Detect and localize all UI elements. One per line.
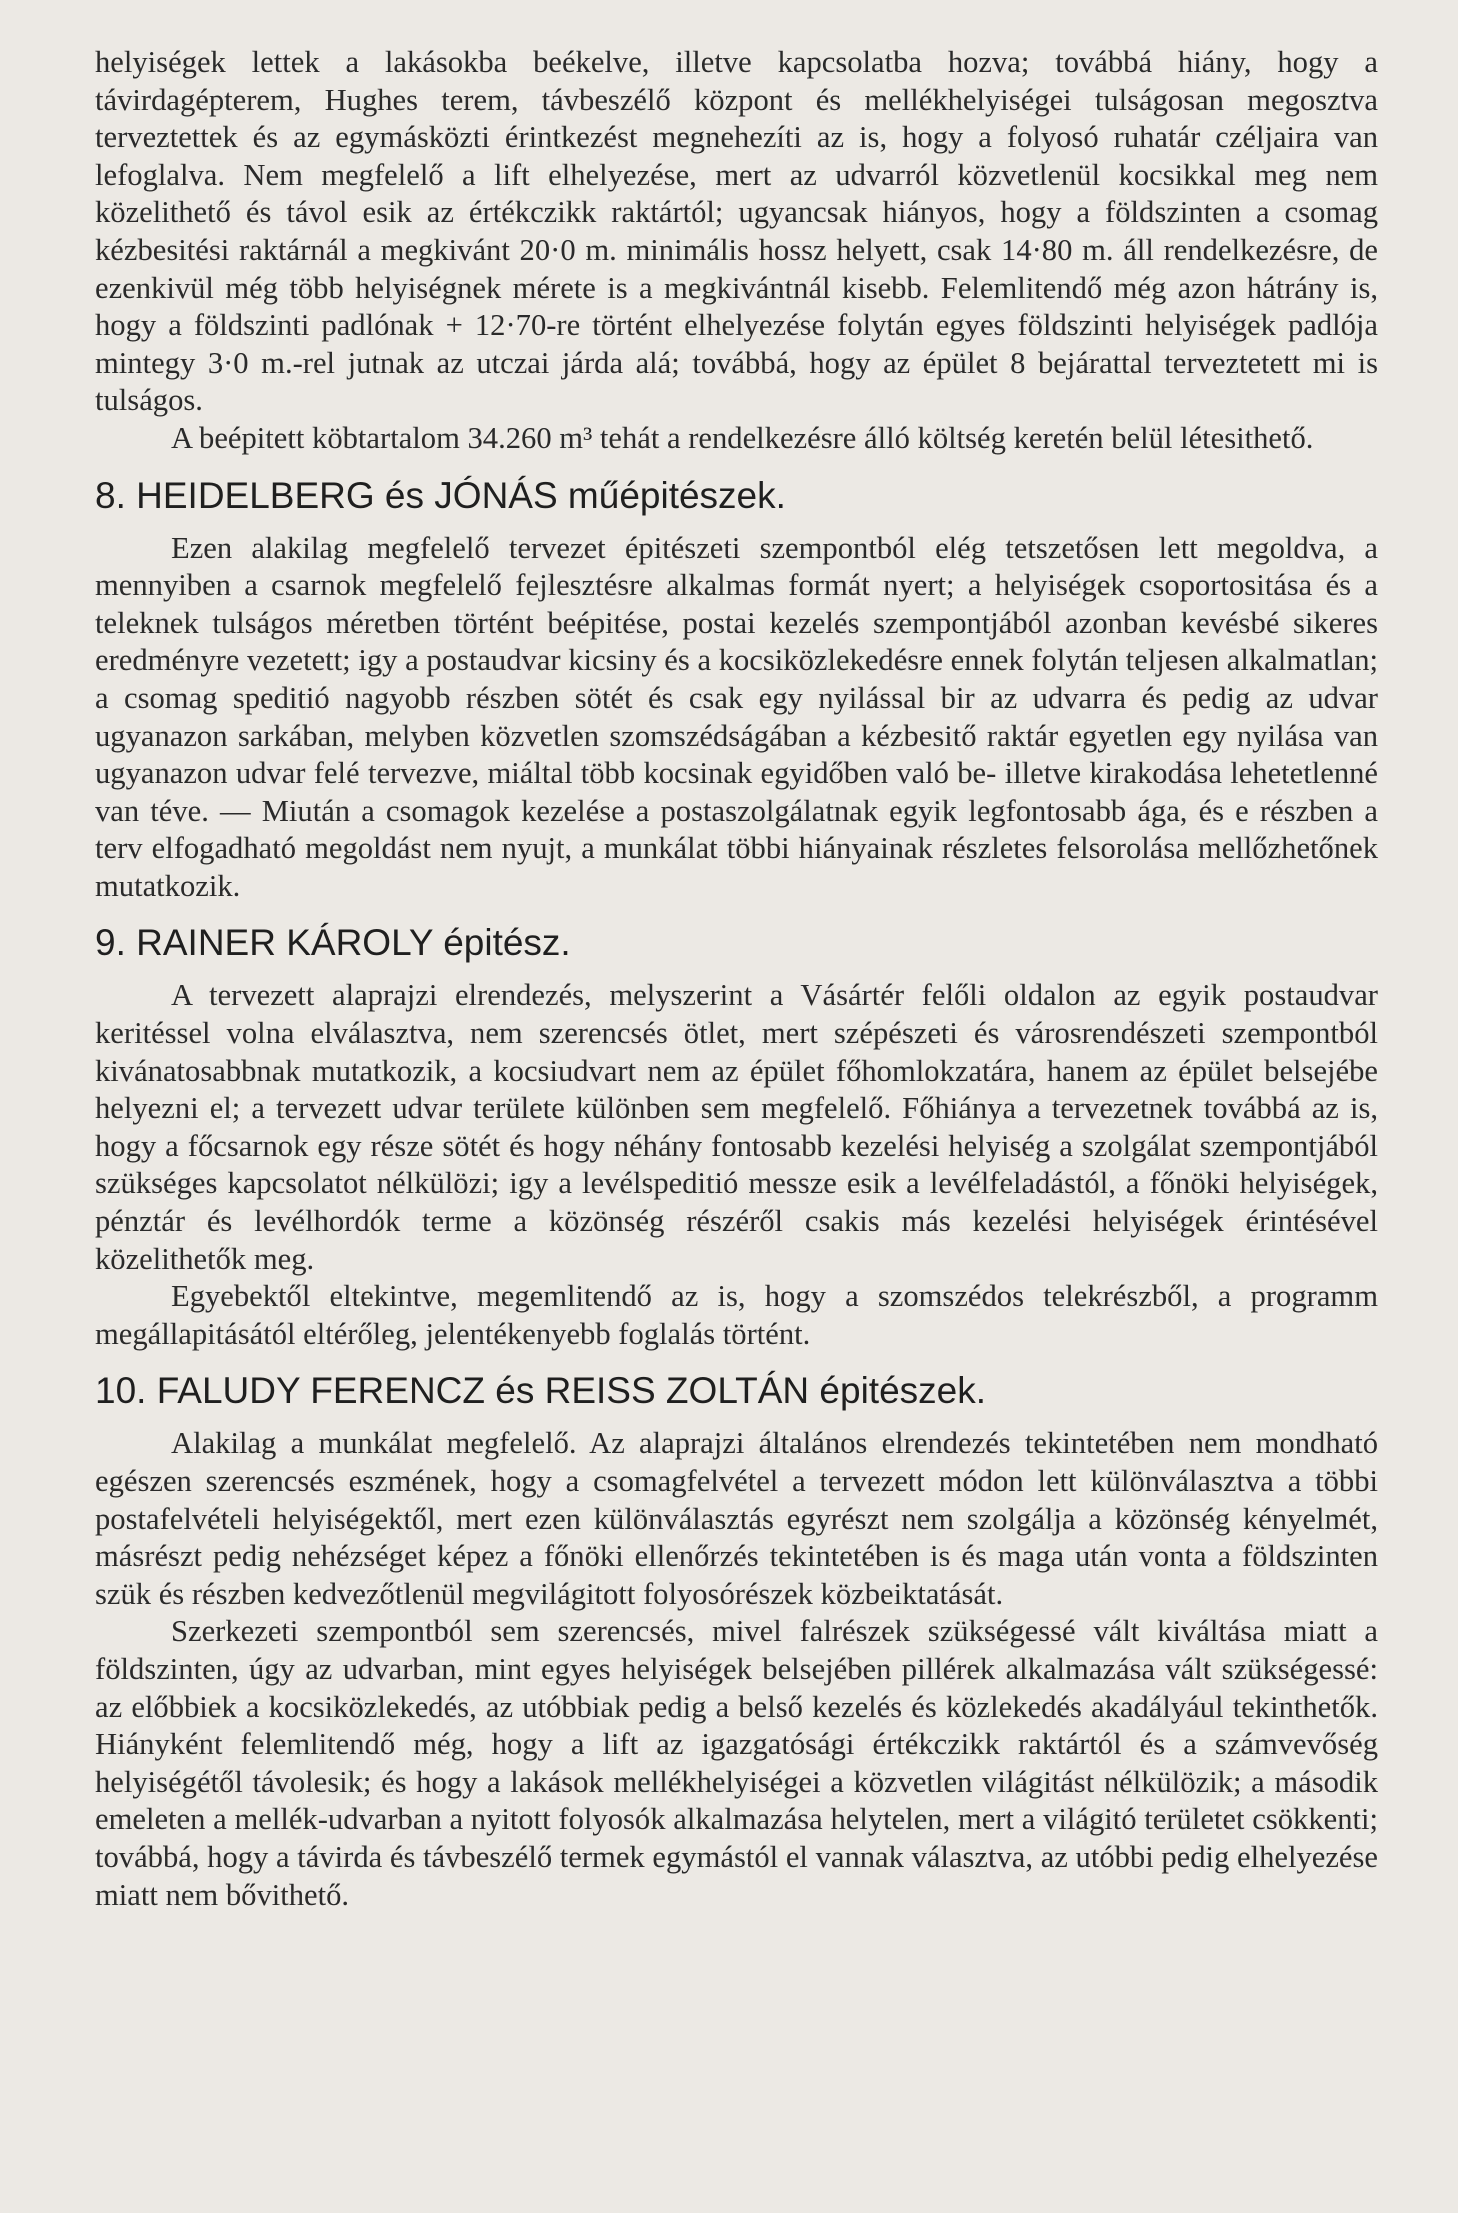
paragraph: A beépitett köbtartalom 34.260 m³ tehát a rendelkezésre álló költség keretén belül létesithető. [171,420,1314,455]
paragraph: Ezen alakilag megfelelő tervezet épitészeti szempontból elég tetszetősen lett megoldva, a mennyiben a csarnok megfelelő fejlesztésre alkalmas formát nyert; a helyiségek csoportositása és a teleknek tulságos méretben történt beépitése, postai kezelés szempontjából azonban kevésbé sikeres eredményre vezetett; igy a postaudvar kicsiny és a kocsiközlekedésre ennek folytán teljesen alkalmatlan; a csomag speditió nagyobb részben sötét és csak egy nyilással bir az udvarra és pedig az udvar ugyanazon sarkában, melyben közvetlen szomszédságában a kézbesitő raktár egyetlen egy nyilása van ugyanazon udvar felé tervezve, miáltal több kocsinak egyidőben való be- illetve kirakodása lehetetlenné van téve. — Miután a csomagok kezelése a postaszolgálatnak egyik legfontosabb ága, és e részben a terv elfogadható megoldást nem nyujt, a munkálat többi hiányainak részletes felsorolása mellőzhetőnek mutatkozik. [95,530,1378,903]
paragraph: A tervezett alaprajzi elrendezés, melyszerint a Vásártér felőli oldalon az egyik postaudvar keritéssel volna elválasztva, nem szerencsés ötlet, mert szépészeti és városrendészeti szempontból kivánatosabbnak mutatkozik, a kocsiudvart nem az épület főhomlokzatára, hanem az épület belsejébe helyezni el; a tervezett udvar területe különben sem megfelelő. Főhiánya a tervezetnek továbbá az is, hogy a főcsarnok egy része sötét és hogy néhány fontosabb kezelési helyiség a szolgálat szempontjából szükséges kapcsolatot nélkülözi; igy a levélspeditió messze esik a levélfeladástól, a főnöki helyiségek, pénztár és levélhordók terme a közönség részéről csakis más kezelési helyiségek érintésével közelithetők meg. [95,978,1378,1276]
paragraph: Alakilag a munkálat megfelelő. Az alaprajzi általános elrendezés tekintetében nem mondható egészen szerencsés eszmének, hogy a csomagfelvétel a tervezett módon lett különválasztva a többi postafelvételi helyiségektől, mert ezen különválasztás egyrészt nem szolgálja a közönség kényelmét, másrészt pedig nehézséget képez a főnöki ellenőrzés tekintetében is és maga után vonta a földszinten szük és részben kedvezőtlenül megvilágitott folyosórészek közbeiktatását. [95,1426,1378,1611]
section-heading: 9. RAINER KÁROLY épitész. [95,922,571,964]
section-heading: 8. HEIDELBERG és JÓNÁS műépitészek. [95,474,786,516]
paragraph: Egyebektől eltekintve, megemlitendő az is, hogy a szomszédos telekrészből, a programm megállapitásától eltérőleg, jelentékenyebb foglalás történt. [95,1279,1378,1351]
section-heading: 10. FALUDY FERENCZ és REISS ZOLTÁN épitészek. [95,1370,987,1412]
paragraph: helyiségek lettek a lakásokba beékelve, illetve kapcsolatba hozva; továbbá hiány, hogy a távirdagépterem, Hughes terem, távbeszélő központ és mellékhelyiségei tulságosan megosztva terveztettek és az egymásközti érintkezést megnehezíti az is, hogy a folyosó ruhatár czéljaira van lefoglalva. Nem megfelelő a lift elhelyezése, mert az udvarról közvetlenül kocsikkal meg nem közelithető és távol esik az értékczikk raktártól; ugyancsak hiányos, hogy a földszinten a csomag kézbesitési raktárnál a megkivánt 20·0 m. minimális hossz helyett, csak 14·80 m. áll rendelkezésre, de ezenkivül még több helyiségnek mérete is a megkivántnál kisebb. Felemlitendő még azon hátrány is, hogy a földszinti padlónak + 12·70-re történt elhelyezése folytán egyes földszinti helyiségek padlója mintegy 3·0 m.-rel jutnak az utczai járda alá; továbbá, hogy az épület 8 bejárattal terveztetett mi is tulságos. [95,45,1378,418]
paragraph: Szerkezeti szempontból sem szerencsés, mivel falrészek szükségessé vált kiváltása miatt a földszinten, úgy az udvarban, mint egyes helyiségek belsejében pillérek alkalmazása vált szükségessé: az előbbiek a kocsiközlekedés, az utóbbiak pedig a belső kezelés és közlekedés akadályául tekinthetők. Hiányként felemlitendő még, hogy a lift az igazgatósági értékczikk raktártól és a számvevőség helyiségétől távolesik; és hogy a lakások mellékhelyiségei a közvetlen világitást nélkülözik; a második emeleten a mellék-udvarban a nyitott folyosók alkalmazása helytelen, mert a világitó területet csökkenti; továbbá, hogy a távirda és távbeszélő termek egymástól el vannak választva, az utóbbi pedig elhelyezése miatt nem bővithető. [95,1614,1378,1912]
